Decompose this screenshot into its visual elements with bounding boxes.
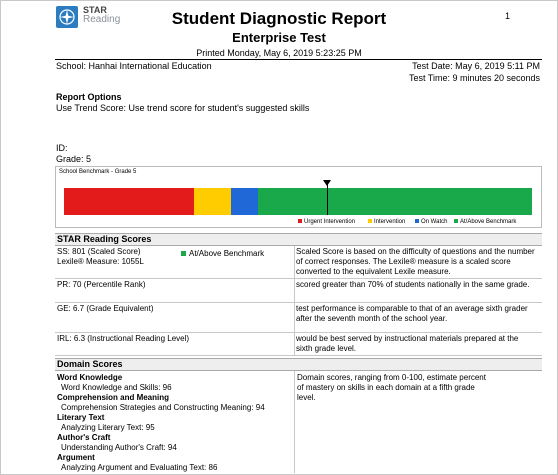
logo-line1: STAR bbox=[83, 5, 107, 15]
student-grade: Grade: 5 bbox=[56, 154, 92, 164]
logo-line2: Reading bbox=[83, 14, 121, 25]
lexile-measure: Lexile® Measure: 1055L bbox=[57, 257, 144, 266]
score-row-ge bbox=[55, 303, 542, 333]
domain-name: Word Knowledge bbox=[57, 373, 123, 382]
segment-intervention bbox=[194, 188, 231, 215]
segment-urgent-intervention bbox=[64, 188, 194, 215]
legend-label: At/Above Benchmark bbox=[460, 219, 517, 225]
header-divider bbox=[55, 59, 542, 60]
section-star-reading-scores: STAR Reading Scores bbox=[55, 233, 542, 246]
report-subtitle: Enterprise Test bbox=[232, 30, 326, 45]
legend-swatch-blue bbox=[415, 219, 419, 223]
grade-equivalent-description: test performance is comparable to that of an average sixth grader after the seventh month of the school year. bbox=[296, 304, 528, 323]
legend-swatch-green bbox=[454, 219, 458, 223]
benchmark-label: School Benchmark - Grade 5 bbox=[59, 169, 137, 175]
score-marker-line bbox=[327, 181, 328, 215]
domain-detail: Analyzing Argument and Evaluating Text: 86 bbox=[61, 463, 218, 472]
segment-on-watch bbox=[231, 188, 258, 215]
domain-name: Literary Text bbox=[57, 413, 105, 422]
scaled-score-cell bbox=[57, 247, 144, 267]
grade-equivalent: GE: 6.7 (Grade Equivalent) bbox=[57, 304, 154, 313]
domain-detail: Analyzing Literary Text: 95 bbox=[61, 423, 155, 432]
test-date: Test Date: May 6, 2019 5:11 PM bbox=[412, 61, 540, 71]
instructional-reading-level: IRL: 6.3 (Instructional Reading Level) bbox=[57, 334, 190, 343]
score-row-ss bbox=[55, 246, 542, 279]
domain-name: Author's Craft bbox=[57, 433, 111, 442]
benchmark-status bbox=[181, 248, 264, 259]
benchmark-status-square bbox=[181, 251, 186, 256]
benchmark-chart bbox=[55, 166, 542, 228]
legend-label: On Watch bbox=[421, 219, 448, 225]
legend-label: Intervention bbox=[374, 219, 406, 225]
legend-swatch-yellow bbox=[368, 219, 372, 223]
legend-swatch-red bbox=[298, 219, 302, 223]
report-options-heading: Report Options bbox=[56, 92, 122, 102]
score-row-pr bbox=[55, 279, 542, 303]
legend-on-watch bbox=[415, 219, 447, 225]
domain-detail: Word Knowledge and Skills: 96 bbox=[61, 383, 172, 392]
scaled-score: SS: 801 (Scaled Score) bbox=[57, 247, 141, 256]
benchmark-status-text: At/Above Benchmark bbox=[189, 249, 265, 258]
report-title: Student Diagnostic Report bbox=[171, 9, 387, 28]
domain-description: Domain scores, ranging from 0-100, estimate percent of mastery on skills in each domain at a fifth grade level. bbox=[297, 373, 486, 402]
domain-column-divider bbox=[294, 371, 295, 473]
domain-detail: Comprehension Strategies and Constructing Meaning: 94 bbox=[61, 403, 265, 412]
legend-urgent bbox=[298, 219, 355, 225]
student-id: ID: bbox=[56, 143, 68, 153]
section-domain-scores: Domain Scores bbox=[55, 358, 542, 371]
domain-name: Argument bbox=[57, 453, 95, 462]
percentile-rank: PR: 70 (Percentile Rank) bbox=[57, 280, 146, 289]
page-number: 1 bbox=[505, 11, 511, 21]
score-marker-triangle bbox=[323, 180, 331, 186]
trend-score-option: Use Trend Score: Use trend score for student's suggested skills bbox=[56, 103, 310, 113]
legend-label: Urgent Intervention bbox=[304, 219, 356, 225]
test-time: Test Time: 9 minutes 20 seconds bbox=[408, 73, 540, 83]
legend-intervention bbox=[368, 219, 405, 225]
printed-timestamp: Printed Monday, May 6, 2019 5:23:25 PM bbox=[196, 48, 362, 58]
domain-name: Comprehension and Meaning bbox=[57, 393, 170, 402]
scores-column-divider bbox=[294, 246, 295, 356]
instructional-reading-level-description: would be best served by instructional materials prepared at the sixth grade level. bbox=[296, 334, 519, 353]
percentile-rank-description: scored greater than 70% of students nationally in the same grade. bbox=[296, 280, 530, 289]
domain-detail: Understanding Author's Craft: 94 bbox=[61, 443, 177, 452]
legend-at-above bbox=[454, 219, 516, 225]
school-name: School: Hanhai International Education bbox=[56, 61, 212, 71]
domain-list bbox=[57, 373, 265, 473]
score-row-irl bbox=[55, 333, 542, 356]
scaled-score-description: Scaled Score is based on the difficulty of questions and the number of correct responses. The Lexile® measure is a scaled score converted to the equivalent Lexile measure. bbox=[296, 247, 535, 276]
segment-at-above-benchmark bbox=[258, 188, 532, 215]
